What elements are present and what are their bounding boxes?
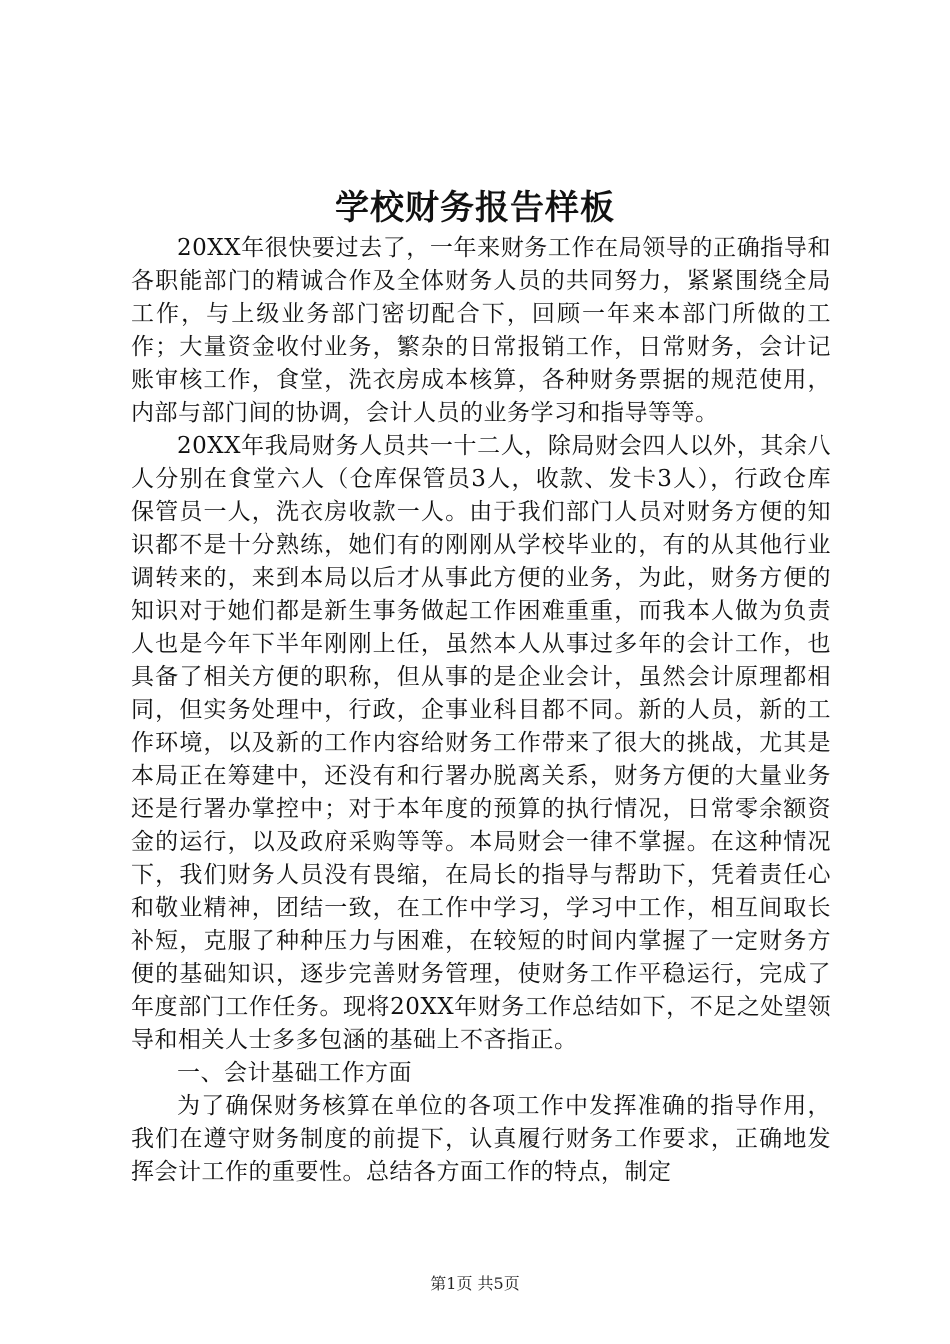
document-body <box>131 232 831 1189</box>
page-footer: 第1页 共5页 <box>430 1274 520 1293</box>
paragraph-intro: 20XX年很快要过去了，一年来财务工作在局领导的正确指导和各职能部门的精诚合作及全体财务人员的共同努力，紧紧围绕全局工作，与上级业务部门密切配合下，回顾一年来本部门所做的工作；大量资金收付业务，繁杂的日常报销工作，日常财务，会计记账审核工作，食堂，洗衣房成本核算，各种财务票据的规范使用，内部与部门间的协调，会计人员的业务学习和指导等等。 <box>131 235 831 426</box>
paragraph-section: 为了确保财务核算在单位的各项工作中发挥准确的指导作用，我们在遵守财务制度的前提下，认真履行财务工作要求，正确地发挥会计工作的重要性。总结各方面工作的特点，制定 <box>131 1093 831 1185</box>
paragraph-staff: 20XX年我局财务人员共一十二人，除局财会四人以外，其余八人分别在食堂六人（仓库保管员3人，收款、发卡3人），行政仓库保管员一人，洗衣房收款一人。由于我们部门人员对财务方便的知识都不是十分熟练，她们有的刚刚从学校毕业的，有的从其他行业调转来的，来到本局以后才从事此方便的业务，为此，财务方便的知识对于她们都是新生事务做起工作困难重重，而我本人做为负责人也是今年下半年刚刚上任，虽然本人从事过多年的会计工作，也具备了相关方便的职称，但从事的是企业会计，虽然会计原理都相同，但实务处理中，行政，企事业科目都不同。新的人员，新的工作环境，以及新的工作内容给财务工作带来了很大的挑战，尤其是本局正在筹建中，还没有和行署办脱离关系，财务方便的大量业务还是行署办掌控中；对于本年度的预算的执行情况，日常零余额资金的运行，以及政府采购等等。本局财会一律不掌握。在这种情况下，我们财务人员没有畏缩，在局长的指导与帮助下，凭着责任心和敬业精神，团结一致，在工作中学习，学习中工作，相互间取长补短，克服了种种压力与困难，在较短的时间内掌握了一定财务方便的基础知识，逐步完善财务管理，使财务工作平稳运行，完成了年度部门工作任务。现将20XX年财务工作总结如下，不足之处望领导和相关人士多多包涵的基础上不吝指正。 <box>131 433 831 1053</box>
document-title: 学校财务报告样板 <box>335 188 615 228</box>
section-heading: 一、会计基础工作方面 <box>177 1060 412 1086</box>
